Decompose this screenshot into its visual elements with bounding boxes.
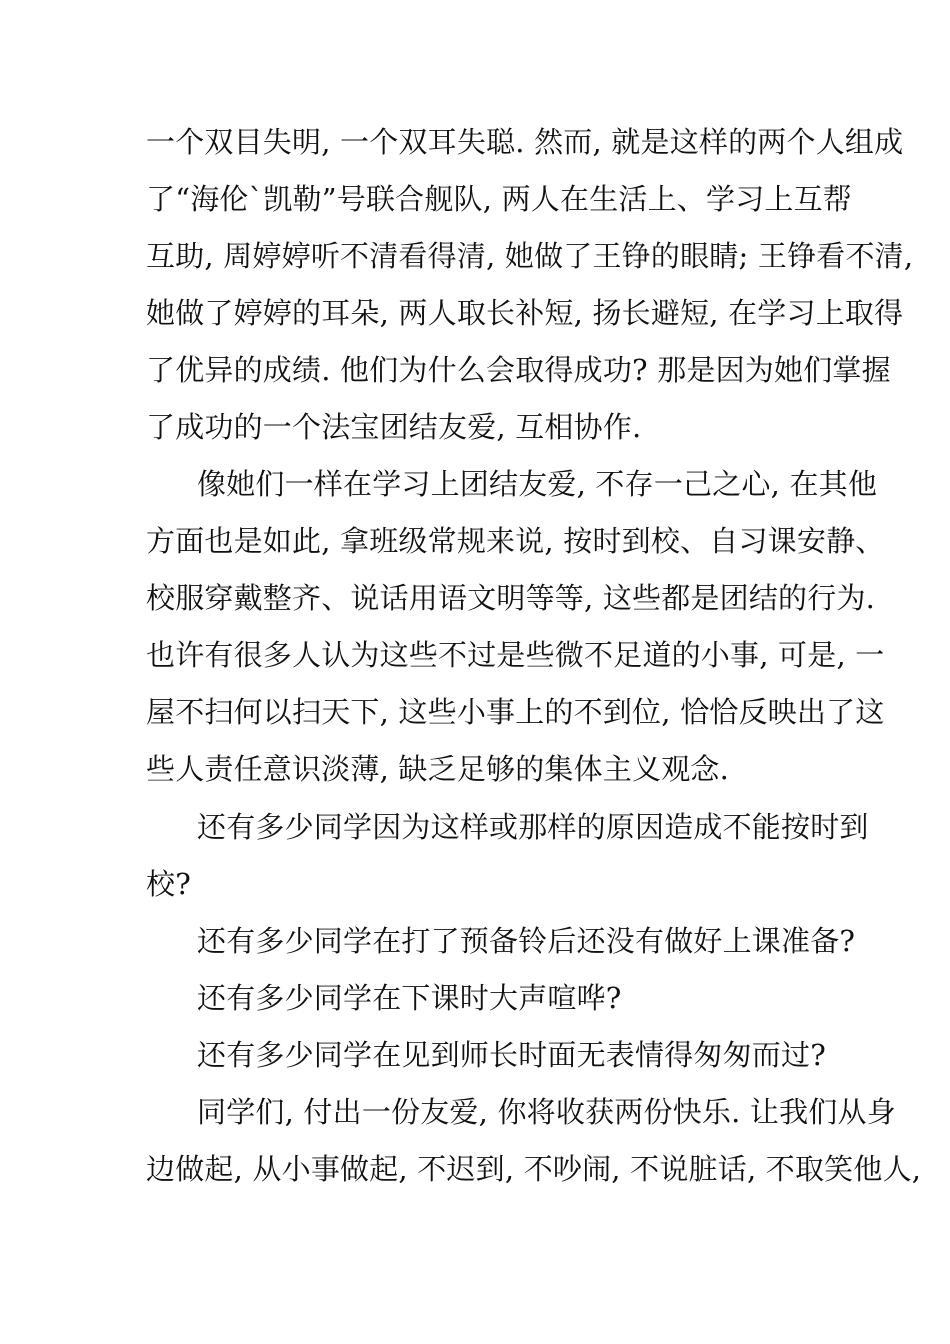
paragraph-start-line: 像她们一样在学习上团结友爱, 不存一己之心, 在其他: [197, 467, 878, 501]
text-line: 校?: [146, 867, 191, 901]
text-line: 方面也是如此, 拿班级常规来说, 按时到校、自习课安静、: [146, 524, 885, 558]
text-line: 些人责任意识淡薄, 缺乏足够的集体主义观念.: [146, 752, 730, 786]
paragraph-start-line: 还有多少同学因为这样或那样的原因造成不能按时到: [197, 810, 869, 844]
text-line: 一个双目失明, 一个双耳失聪. 然而, 就是这样的两个人组成: [146, 125, 904, 159]
paragraph-start-line: 同学们, 付出一份友爱, 你将收获两份快乐. 让我们从身: [197, 1095, 896, 1129]
text-line: 也许有很多人认为这些不过是些微不足道的小事, 可是, 一: [146, 638, 885, 672]
text-line: 校服穿戴整齐、说话用语文明等等, 这些都是团结的行为.: [146, 581, 876, 615]
text-line: 互助, 周婷婷听不清看得清, 她做了王铮的眼睛; 王铮看不清,: [146, 239, 914, 273]
text-line: 屋不扫何以扫天下, 这些小事上的不到位, 恰恰反映出了这: [146, 695, 885, 729]
paragraph-start-line: 还有多少同学在见到师长时面无表情得匆匆而过?: [197, 1038, 826, 1072]
paragraph-start-line: 还有多少同学在打了预备铃后还没有做好上课准备?: [197, 924, 856, 958]
text-line: 她做了婷婷的耳朵, 两人取长补短, 扬长避短, 在学习上取得: [146, 296, 904, 330]
paragraph-start-line: 还有多少同学在下课时大声喧哗?: [197, 981, 622, 1015]
text-line: 了成功的一个法宝团结友爱, 互相协作.: [146, 410, 642, 444]
text-line: 边做起, 从小事做起, 不迟到, 不吵闹, 不说脏话, 不取笑他人,: [146, 1152, 922, 1186]
text-line: 了优异的成绩. 他们为什么会取得成功? 那是因为她们掌握: [146, 353, 891, 387]
text-line: 了“海伦`凯勒”号联合舰队, 两人在生活上、学习上互帮: [146, 182, 852, 216]
